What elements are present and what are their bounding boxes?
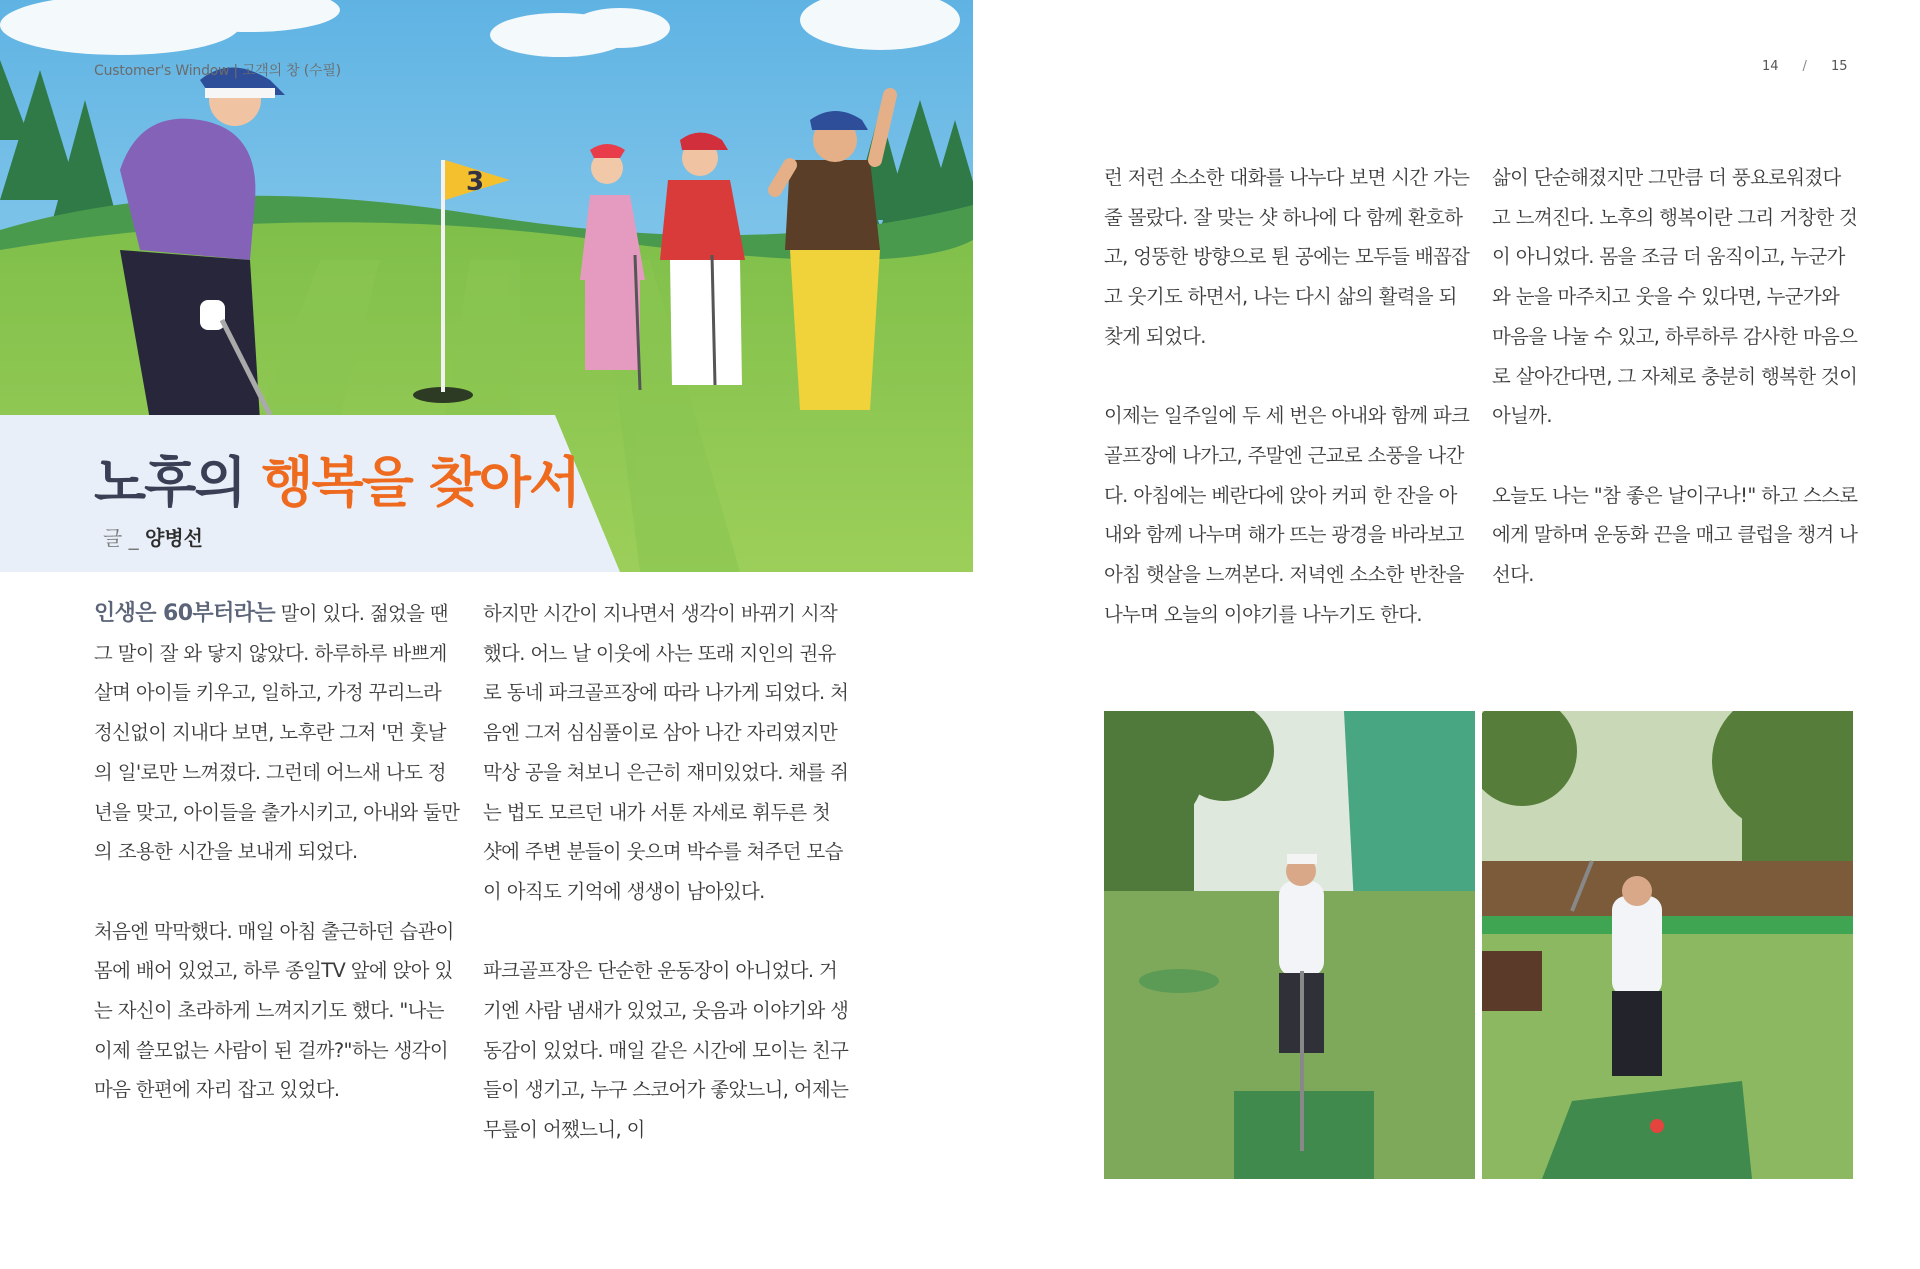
text-column-3 bbox=[1104, 158, 1470, 634]
paragraph: 이제는 일주일에 두 세 번은 아내와 함께 파크골프장에 나가고, 주말엔 근교로 소풍을 나간다. 아침에는 베란다에 앉아 커피 한 잔을 아내와 함께 나누며 해가 뜨는 광경을 바라보고 아침 햇살을 느껴본다. 저녁엔 소소한 반찬을 나누며 오늘의 이야기를 나누기도 한다. bbox=[1104, 404, 1470, 626]
paragraph-text: 말이 있다. 젊었을 땐 그 말이 잘 와 닿지 않았다. 하루하루 바쁘게 살며 아이들 키우고, 일하고, 가정 꾸리느라 정신없이 지내다 보면, 노후란 그저 '먼 훗날의 일'로만 느껴졌다. 그런데 어느새 나도 정년을 맞고, 아이들을 출가시키고, 아내와 둘만의 조용한 시간을 보내게 되었다. bbox=[94, 602, 460, 864]
lead-phrase: 인생은 60부터라는 bbox=[94, 601, 276, 626]
article-title bbox=[94, 440, 579, 517]
section-en: Customer's Window bbox=[94, 63, 230, 79]
byline-label: 글 _ bbox=[103, 526, 146, 550]
page-number-separator: / bbox=[1802, 59, 1807, 74]
text-column-2 bbox=[483, 594, 849, 1150]
page-number-left: 14 bbox=[1762, 59, 1779, 74]
author-name: 양병선 bbox=[145, 526, 204, 550]
section-ko: 고객의 창 (수필) bbox=[241, 63, 341, 79]
text-column-4 bbox=[1492, 158, 1858, 595]
paragraph: 처음엔 막막했다. 매일 아침 출근하던 습관이 몸에 배어 있었고, 하루 종일TV 앞에 앉아 있는 자신이 초라하게 느껴지기도 했다. "나는 이제 쓸모없는 사람이 된 걸까?"하는 생각이 마음 한편에 자리 잡고 있었다. bbox=[94, 919, 454, 1102]
paragraph: 파크골프장은 단순한 운동장이 아니었다. 거기엔 사람 냄새가 있었고, 웃음과 이야기와 생동감이 있었다. 매일 같은 시간에 모이는 친구들이 생기고, 누구 스코어가 좋았느니, 어제는 무릎이 어쨌느니, 이 bbox=[483, 959, 849, 1142]
paragraph bbox=[94, 594, 460, 872]
title-part-1: 노후의 bbox=[94, 451, 262, 514]
text-column-1 bbox=[94, 594, 460, 1110]
flag-number: 3 bbox=[466, 167, 485, 197]
breadcrumb-separator: | bbox=[233, 63, 238, 79]
byline bbox=[103, 522, 203, 551]
page-number-right: 15 bbox=[1830, 59, 1848, 74]
breadcrumb bbox=[94, 60, 341, 80]
golf-photo-2 bbox=[1482, 711, 1853, 1179]
paragraph: 하지만 시간이 지나면서 생각이 바뀌기 시작했다. 어느 날 이웃에 사는 또래 지인의 권유로 동네 파크골프장에 따라 나가게 되었다. 처음엔 그저 심심풀이로 삼아 나간 자리였지만 막상 공을 쳐보니 은근히 재미있었다. 채를 쥐는 법도 모르던 내가 서툰 자세로 휘두른 첫 샷에 주변 분들이 웃으며 박수를 쳐주던 모습이 아직도 기억에 생생이 남아있다. bbox=[483, 602, 849, 903]
paragraph: 삶이 단순해졌지만 그만큼 더 풍요로워졌다고 느껴진다. 노후의 행복이란 그리 거창한 것이 아니었다. 몸을 조금 더 움직이고, 누군가와 눈을 마주치고 웃을 수 있다면, 누군가와 마음을 나눌 수 있고, 하루하루 감사한 마음으로 살아간다면, 그 자체로 충분히 행복한 것이 아닐까. bbox=[1492, 166, 1858, 428]
paragraph: 런 저런 소소한 대화를 나누다 보면 시간 가는 줄 몰랐다. 잘 맞는 샷 하나에 다 함께 환호하고, 엉뚱한 방향으로 튄 공에는 모두들 배꼽잡고 웃기도 하면서, 나는 다시 삶의 활력을 되찾게 되었다. bbox=[1104, 166, 1470, 348]
title-part-2: 행복을 찾아서 bbox=[261, 451, 580, 514]
page-numbers bbox=[1762, 59, 1847, 74]
paragraph: 오늘도 나는 "참 좋은 날이구나!" 하고 스스로에게 말하며 운동화 끈을 매고 클럽을 챙겨 나선다. bbox=[1492, 483, 1858, 587]
golf-photo-1 bbox=[1104, 711, 1475, 1179]
